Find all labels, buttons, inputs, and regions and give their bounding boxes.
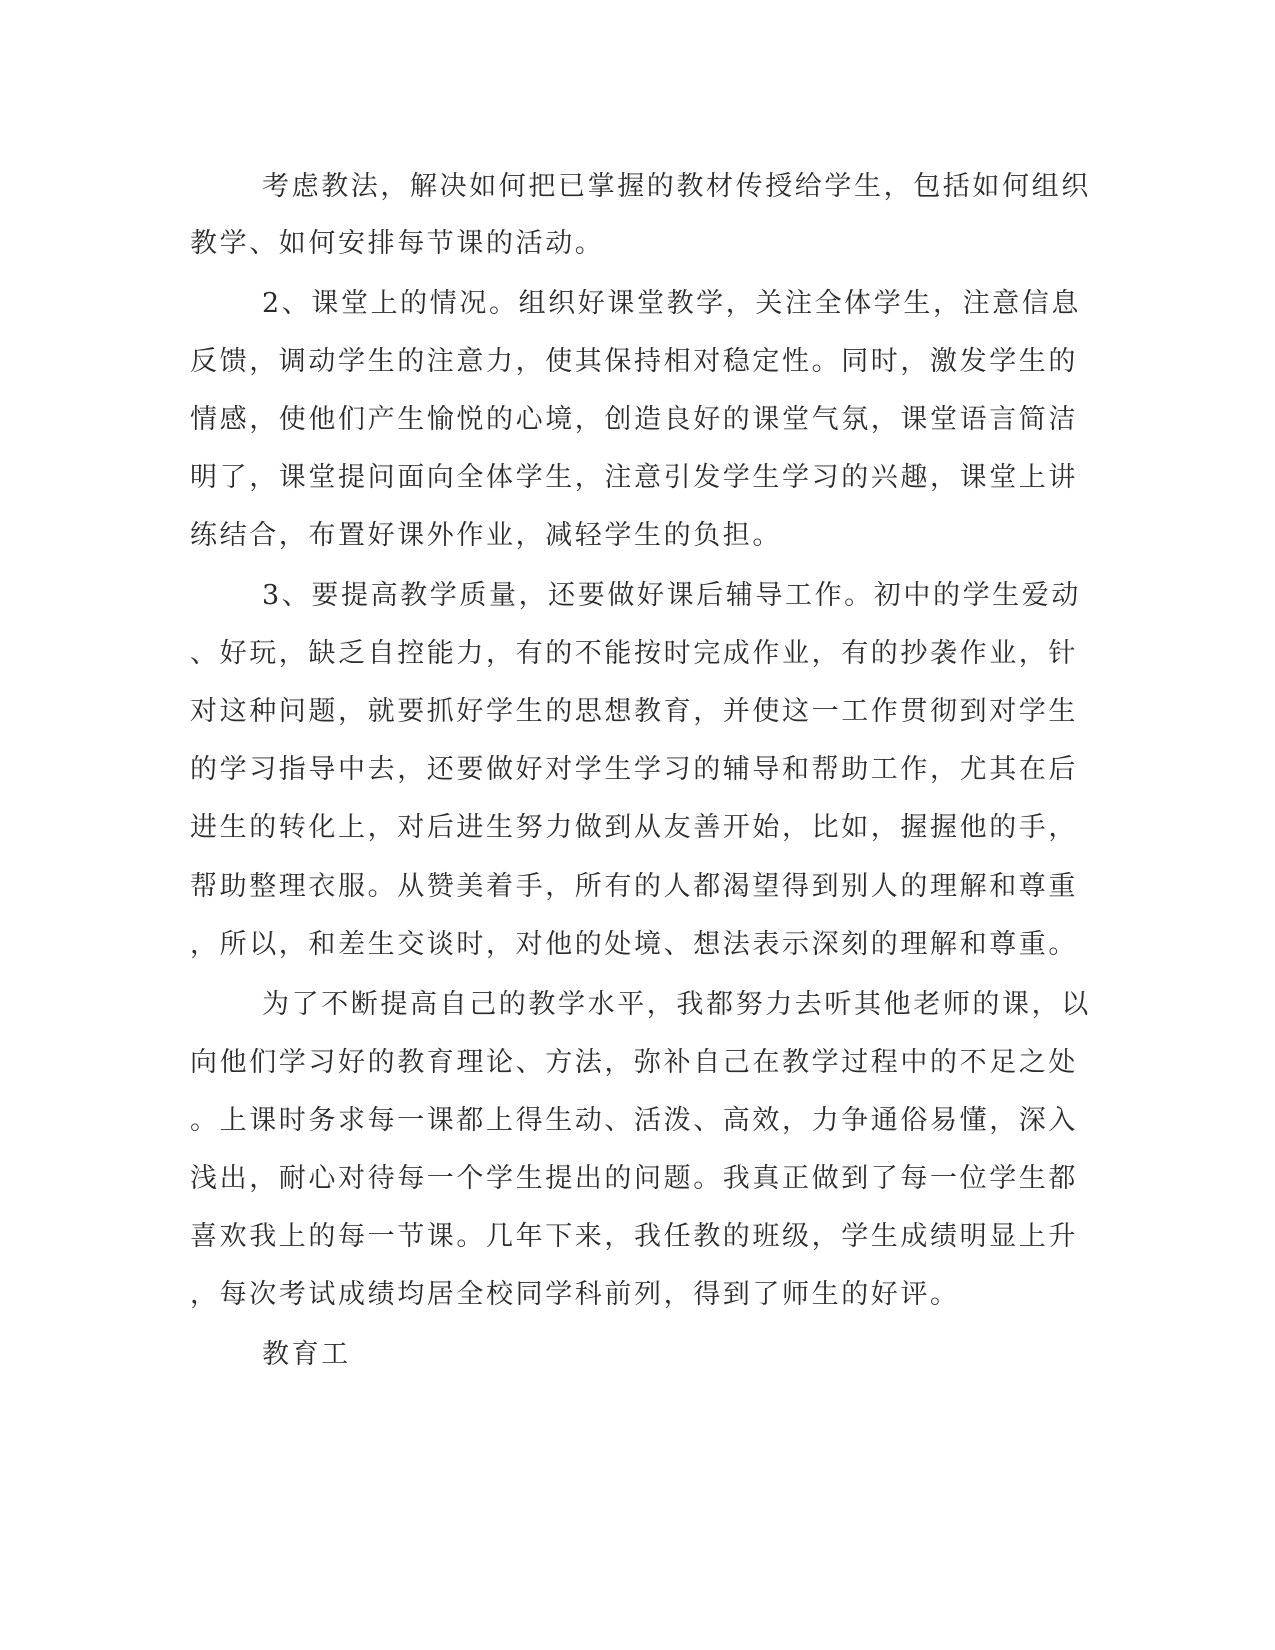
text-line: 浅出，耐心对待每一个学生提出的问题。我真正做到了每一位学生都 (190, 1163, 1078, 1194)
text-line: 。上课时务求每一课都上得生动、活泼、高效，力争通俗易懂，深入 (190, 1105, 1078, 1136)
text-line: 为了不断提高自己的教学水平，我都努力去听其他老师的课，以 (262, 989, 1091, 1020)
text-line: 明了，课堂提问面向全体学生，注意引发学生学习的兴趣，课堂上讲 (190, 462, 1078, 493)
text-line: 喜欢我上的每一节课。几年下来，我任教的班级，学生成绩明显上升 (190, 1221, 1078, 1252)
text-line: 3、要提高教学质量，还要做好课后辅导工作。初中的学生爱动 (262, 580, 1081, 611)
text-line: 反馈，调动学生的注意力，使其保持相对稳定性。同时，激发学生的 (190, 346, 1078, 377)
text-line: ，所以，和差生交谈时，对他的处境、想法表示深刻的理解和尊重。 (190, 929, 1078, 960)
text-line: 向他们学习好的教育理论、方法，弥补自己在教学过程中的不足之处 (190, 1047, 1078, 1078)
text-line: 情感，使他们产生愉悦的心境，创造良好的课堂气氛，课堂语言简洁 (190, 404, 1078, 435)
text-line: 帮助整理衣服。从赞美着手，所有的人都渴望得到别人的理解和尊重 (190, 871, 1078, 902)
text-line: 的学习指导中去，还要做好对学生学习的辅导和帮助工作，尤其在后 (190, 754, 1078, 785)
text-line: ，每次考试成绩均居全校同学科前列，得到了师生的好评。 (190, 1279, 960, 1310)
text-line: 、好玩，缺乏自控能力，有的不能按时完成作业，有的抄袭作业，针 (190, 638, 1078, 669)
text-line: 对这种问题，就要抓好学生的思想教育，并使这一工作贯彻到对学生 (190, 696, 1078, 727)
text-line: 2、课堂上的情况。组织好课堂教学，关注全体学生，注意信息 (262, 288, 1081, 319)
text-line: 进生的转化上，对后进生努力做到从友善开始，比如，握握他的手， (190, 812, 1078, 843)
text-line: 考虑教法，解决如何把已掌握的教材传授给学生，包括如何组织 (262, 171, 1091, 202)
text-line: 教育工 (262, 1339, 351, 1370)
text-line: 练结合，布置好课外作业，减轻学生的负担。 (190, 520, 782, 551)
text-line: 教学、如何安排每节课的活动。 (190, 228, 605, 259)
